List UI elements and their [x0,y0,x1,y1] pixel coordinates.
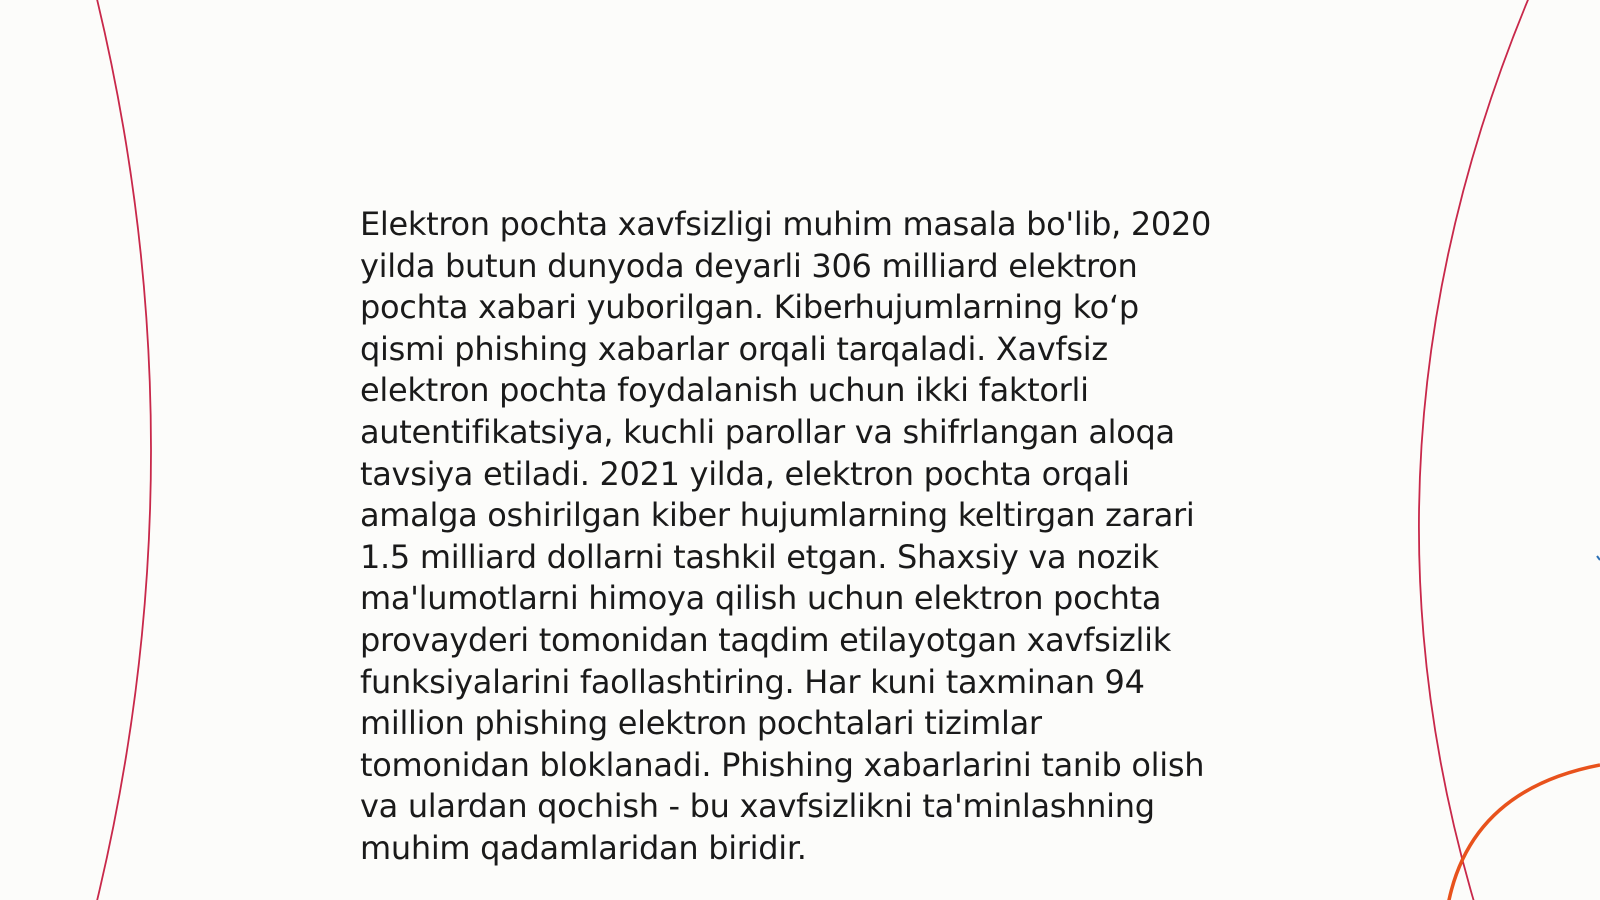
body-line-13: million phishing elektron pochtalari tizimlar [360,704,1042,743]
body-line-10: ma'lumotlarni himoya qilish uchun elektron pochta [360,579,1162,618]
body-line-6: autentifikatsiya, kuchli parollar va shifrlangan aloqa [360,412,1175,451]
body-line-2: yilda butun dunyoda deyarli 306 milliard elektron [360,246,1138,285]
body-line-14: tomonidan bloklanadi. Phishing xabarlarini tanib olish [360,745,1205,784]
right-curve [1419,0,1530,900]
body-line-15: va ulardan qochish - bu xavfsizlikni ta'minlashning [360,787,1155,826]
body-line-12: funksiyalarini faollashtiring. Har kuni taxminan 94 [360,662,1145,701]
left-curve [96,0,151,900]
body-line-7: tavsiya etiladi. 2021 yilda, elektron pochta orqali [360,454,1130,493]
body-paragraph [360,204,1260,870]
body-line-1: Elektron pochta xavfsizligi muhim masala bo'lib, 2020 [360,205,1212,243]
body-line-3: pochta xabari yuborilgan. Kiberhujumlarning ko‘p [360,288,1139,327]
orange-arc [1448,765,1600,900]
body-line-9: 1.5 milliard dollarni tashkil etgan. Shaxsiy va nozik [360,537,1159,576]
body-line-4: qismi phishing xabarlar orqali tarqaladi. Xavfsiz [360,329,1108,368]
body-line-11: provayderi tomonidan taqdim etilayotgan xavfsizlik [360,620,1171,659]
body-line-5: elektron pochta foydalanish uchun ikki faktorli [360,371,1089,410]
body-line-8: amalga oshirilgan kiber hujumlarning keltirgan zarari [360,496,1195,535]
body-line-16: muhim qadamlaridan biridir. [360,828,807,867]
